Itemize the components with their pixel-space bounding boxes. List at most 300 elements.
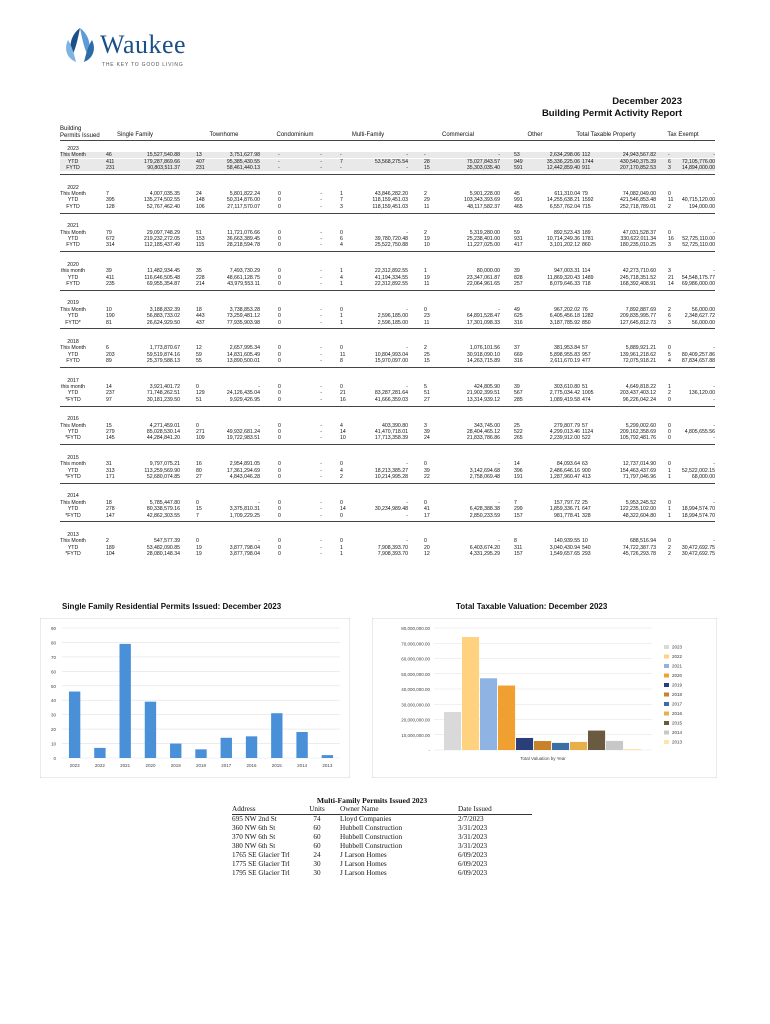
cm-count: 11 [424, 319, 430, 326]
th-value: 4,843,046.28 [229, 474, 260, 480]
sf-count: 15 [106, 422, 112, 429]
th-value: 28,218,594.78 [226, 242, 260, 249]
sf-y-tick: 70 [50, 654, 56, 660]
tt-value: 139,961,218.62 [619, 351, 656, 358]
th-value: 3,751,627.98 [229, 152, 260, 159]
sf-value: 112,185,437.49 [144, 242, 180, 249]
th-count: 35 [196, 268, 202, 275]
te-value: - [713, 229, 715, 236]
co-value: - [320, 203, 322, 210]
sf-count: 89 [106, 358, 112, 365]
year-label: 2015 [67, 454, 79, 461]
mf-value: 39,780,720.48 [374, 236, 408, 242]
year-label: 2023 [67, 146, 79, 152]
row-label: FYTD [66, 242, 80, 249]
ot-count: 39 [514, 268, 520, 275]
ot-count: 8 [514, 538, 517, 545]
te-count: 16 [668, 236, 674, 242]
mf-address: 1765 SE Glacier Trl [232, 851, 290, 859]
mf-owner: Hubbell Construction [340, 833, 403, 841]
te-count: 0 [668, 229, 671, 236]
ot-count: 14 [514, 461, 520, 468]
mf-date: 3/31/2023 [458, 833, 488, 841]
ot-count: 7 [514, 499, 517, 506]
sf-value: 44,284,841.20 [146, 435, 180, 442]
te-value: 68,000.00 [691, 474, 715, 480]
year-label: 2013 [67, 532, 79, 538]
ot-count: 465 [514, 203, 523, 210]
sf-y-tick: 60 [50, 669, 56, 675]
co-value: - [320, 191, 322, 197]
tt-value: 688,516.94 [630, 538, 656, 545]
row-label: This Month [60, 499, 86, 506]
tv-y-tick: - [428, 748, 430, 753]
co-count: 0 [278, 467, 281, 474]
te-value: 87,834,657.88 [681, 358, 715, 365]
tt-value: 74,722,387.73 [622, 544, 656, 551]
cm-count: 28 [424, 158, 430, 165]
co-count: 0 [278, 191, 281, 197]
te-value: 14,894,000.00 [681, 165, 715, 172]
cm-value: - [498, 306, 500, 313]
brand-name: Waukee [100, 30, 187, 59]
te-count: 11 [668, 197, 674, 204]
te-value: - [713, 345, 715, 352]
mf-head-units: Units [309, 805, 325, 813]
sf-value: 71,748,262.51 [146, 390, 180, 397]
row-label: This Month [60, 191, 86, 197]
co-count: 0 [278, 306, 281, 313]
tt-count: 63 [582, 461, 588, 468]
tt-count: 860 [582, 242, 591, 249]
cm-count: 27 [424, 396, 430, 403]
tt-count: 1592 [582, 197, 594, 204]
mf-rows [232, 815, 532, 878]
sf-value: 42,862,303.55 [146, 512, 180, 519]
cm-count: 15 [424, 358, 430, 365]
th-count: 51 [196, 229, 202, 236]
cm-count: 0 [424, 499, 427, 506]
th-value: 58,461,440.13 [226, 165, 260, 172]
co-count: 0 [278, 197, 281, 204]
sf-count: 10 [106, 306, 112, 313]
cm-value: 80,000.00 [476, 268, 500, 275]
th-value: - [258, 499, 260, 506]
col-condominium: Condominium [276, 132, 314, 138]
co-value: - [320, 197, 322, 204]
th-value: 77,935,903.98 [226, 319, 260, 326]
cm-count: 41 [424, 506, 430, 513]
mf-value: - [406, 499, 408, 506]
te-count: 6 [668, 158, 671, 165]
te-count: 3 [668, 268, 671, 275]
mf-count: 4 [340, 274, 343, 281]
ot-value: 12,442,859.40 [546, 165, 580, 172]
mf-count: - [340, 152, 342, 159]
te-value: 18,994,574.70 [681, 512, 715, 519]
mf-address: 380 NW 6th St [232, 842, 276, 850]
ot-value: 1,859,336.71 [549, 506, 580, 513]
co-value: - [320, 429, 322, 435]
te-value: 52,522,002.15 [681, 467, 715, 474]
cm-value: 1,076,101.56 [469, 345, 500, 352]
te-count: 2 [668, 203, 671, 210]
te-count: 21 [668, 274, 674, 281]
ot-value: 2,486,646.16 [549, 467, 580, 474]
tt-value: 5,889,921.21 [625, 345, 656, 352]
ot-count: 25 [514, 422, 520, 429]
mf-date: 2/7/2023 [458, 815, 484, 823]
te-value: - [713, 268, 715, 275]
co-value: - [320, 306, 322, 313]
row-label: This Month [60, 229, 86, 236]
co-count: 0 [278, 384, 281, 390]
sf-count: 231 [106, 165, 115, 172]
th-count: 15 [196, 506, 202, 513]
sf-value: 1,773,870.67 [149, 345, 180, 352]
te-count: 1 [668, 474, 671, 480]
sf-y-tick: 40 [50, 698, 56, 704]
th-count: 12 [196, 345, 202, 352]
tt-value: 421,546,853.48 [619, 197, 656, 204]
cm-count: 19 [424, 274, 430, 281]
co-count: 0 [278, 544, 281, 551]
te-count: 0 [668, 422, 671, 429]
cm-value: - [498, 538, 500, 545]
th-value: 3,375,810.31 [229, 506, 260, 513]
co-value: - [320, 390, 322, 397]
tt-value: 96,226,042.24 [622, 396, 656, 403]
cm-count: 1 [424, 268, 427, 275]
ot-count: 265 [514, 435, 523, 442]
tv-bar [516, 738, 533, 750]
co-count: 0 [278, 422, 281, 429]
th-value: 73,259,481.12 [226, 313, 260, 320]
mf-value: - [406, 306, 408, 313]
th-count: 27 [196, 474, 202, 480]
ot-count: 311 [514, 544, 523, 551]
cm-count: 0 [424, 306, 427, 313]
ot-count: 991 [514, 197, 523, 204]
tv-y-tick: 40,000,000.00 [401, 687, 430, 692]
te-value: 18,994,574.70 [681, 506, 715, 513]
te-count: 3 [668, 165, 671, 172]
cm-count: 25 [424, 351, 430, 358]
cm-value: 4,331,295.29 [469, 551, 500, 558]
sf-value: 11,482,934.45 [147, 268, 180, 275]
mf-value: - [406, 152, 408, 159]
sf-y-tick: 90 [50, 626, 56, 631]
ot-count: 522 [514, 429, 523, 435]
ot-count: 157 [514, 551, 523, 558]
row-label: YTD [67, 506, 79, 513]
te-count: - [668, 152, 670, 159]
sf-y-tick: 30 [50, 712, 56, 718]
co-count: 0 [278, 268, 281, 275]
th-value: - [258, 384, 260, 390]
ot-count: 299 [514, 506, 523, 513]
cm-count: 29 [424, 197, 430, 204]
cm-value: 5,901,228.00 [469, 191, 500, 197]
mf-row [232, 815, 532, 824]
tt-count: 1124 [582, 429, 594, 435]
te-value: 56,000.00 [691, 306, 715, 313]
cm-count: 17 [424, 512, 430, 519]
sf-value: 15,527,540.88 [146, 152, 180, 159]
sf-chart-title: Single Family Residential Permits Issued: December 2023 [62, 602, 282, 611]
mf-count: 2 [340, 474, 343, 480]
mf-owner: Lloyd Companies [340, 815, 392, 823]
mf-value: 22,312,892.55 [374, 268, 408, 275]
tv-legend-label: 2013 [672, 739, 683, 745]
tt-value: 430,540,375.39 [619, 158, 656, 165]
co-count: 0 [278, 474, 281, 480]
co-count: 0 [278, 499, 281, 506]
te-count: 2 [668, 306, 671, 313]
tt-value: 45,726,293.78 [622, 551, 656, 558]
ot-count: 828 [514, 274, 523, 281]
th-value: 3,877,798.04 [229, 544, 260, 551]
sf-count: 203 [106, 351, 115, 358]
co-count: 0 [278, 236, 281, 242]
tt-value: 127,645,812.73 [619, 319, 656, 326]
te-value: 4,805,655.56 [684, 429, 715, 435]
co-value: - [320, 158, 322, 165]
te-value: 52,725,110.00 [682, 242, 715, 249]
mf-address: 360 NW 6th St [232, 824, 276, 832]
sf-bar [296, 732, 307, 758]
tt-value: 48,322,604.80 [622, 512, 656, 519]
tv-legend-swatch [664, 740, 669, 744]
cm-value: 17,301,098.33 [466, 319, 500, 326]
mf-count: 14 [340, 506, 346, 513]
year-separator [60, 406, 715, 407]
tv-y-tick: 80,000,000.00 [401, 626, 430, 631]
heading-line-1: Building [60, 126, 82, 132]
mf-value: 53,568,275.54 [374, 158, 408, 165]
tv-legend-swatch [664, 721, 669, 725]
tv-bar [588, 731, 605, 750]
ot-count: 316 [514, 358, 523, 365]
sf-bar [221, 738, 232, 758]
th-count: 24 [196, 191, 202, 197]
row-label: this month [61, 268, 85, 275]
mf-owner: Hubbell Construction [340, 824, 403, 832]
brand-tagline: THE KEY TO GOOD LIVING [102, 62, 184, 68]
mf-value: 17,713,358.39 [374, 435, 408, 442]
year-separator [60, 444, 715, 445]
sf-value: 25,379,588.13 [146, 358, 180, 365]
te-count: 0 [668, 499, 671, 506]
co-value: - [320, 268, 322, 275]
year-separator [60, 251, 715, 252]
tv-bar [552, 743, 569, 750]
tt-count: 189 [582, 229, 591, 236]
te-count: 14 [668, 281, 674, 287]
sf-value: 3,921,401.72 [149, 384, 180, 390]
mf-value: 403,390.80 [382, 422, 408, 429]
sf-value: 116,646,505.48 [144, 274, 180, 281]
mf-count: 0 [340, 306, 343, 313]
sf-value: 85,028,530.14 [146, 429, 180, 435]
tv-legend-label: 2023 [672, 644, 683, 650]
sf-count: 39 [106, 268, 112, 275]
sf-x-tick: 2016 [246, 763, 257, 768]
th-value: 9,929,426.95 [229, 396, 260, 403]
mf-row [232, 860, 532, 869]
th-count: 443 [196, 313, 205, 320]
ot-value: 1,287,960.47 [549, 474, 580, 480]
th-value: - [258, 538, 260, 545]
te-count: 2 [668, 390, 671, 397]
sf-y-tick: 20 [50, 727, 56, 733]
te-count: 0 [668, 461, 671, 468]
cm-count: 5 [424, 384, 427, 390]
mf-value: 10,214,995.28 [374, 474, 408, 480]
co-count: 0 [278, 229, 281, 236]
tv-bar [570, 742, 587, 750]
tv-legend-swatch [664, 674, 669, 678]
co-value: - [320, 467, 322, 474]
tv-legend-label: 2019 [672, 682, 683, 688]
th-count: 129 [196, 390, 205, 397]
mf-count: 1 [340, 191, 343, 197]
co-value: - [320, 274, 322, 281]
co-count: - [278, 152, 280, 159]
sf-bar [119, 644, 130, 758]
mf-date: 6/09/2023 [458, 860, 488, 868]
ot-value: 2,634,298.06 [549, 152, 580, 159]
cm-value: 2,758,069.48 [469, 474, 500, 480]
mf-owner: Hubbell Construction [340, 842, 403, 850]
row-label: This Month [60, 345, 86, 352]
te-value: - [713, 191, 715, 197]
ot-value: 10,714,249.36 [546, 236, 580, 242]
mf-value: 7,908,393.70 [377, 544, 408, 551]
mf-title: Multi-Family Permits Issued 2023 [316, 796, 428, 805]
th-value: 17,361,294.69 [226, 467, 260, 474]
ot-count: 45 [514, 191, 520, 197]
te-value: 2,348,627.72 [684, 313, 715, 320]
ot-count: 59 [514, 229, 520, 236]
col-tax-exempt: Tax Exempt [667, 132, 699, 138]
sf-y-tick: 0 [53, 756, 56, 761]
tv-legend-label: 2020 [672, 673, 683, 678]
sf-bar [94, 748, 105, 758]
co-count: - [278, 165, 280, 172]
ot-value: 4,299,013.46 [549, 429, 580, 435]
sf-count: 6 [106, 345, 109, 352]
mf-value: 2,596,185.00 [377, 319, 408, 326]
sf-bar [69, 692, 80, 758]
th-value: 43,979,553.11 [227, 281, 260, 287]
tv-y-tick: 60,000,000.00 [401, 656, 430, 662]
mf-count: 1 [340, 319, 343, 326]
sf-bar [195, 749, 206, 758]
mf-value: 41,470,718.01 [374, 429, 408, 435]
sf-y-tick: 50 [50, 683, 56, 689]
cm-count: 3 [424, 422, 427, 429]
sf-x-tick: 2021 [120, 763, 131, 768]
te-value: 69,986,000.00 [681, 281, 715, 287]
ot-count: 625 [514, 313, 523, 320]
th-count: 148 [196, 197, 205, 204]
sf-value: 5,785,447.80 [149, 499, 180, 506]
te-value: 30,472,692.75 [681, 551, 715, 558]
tv-bar [462, 637, 479, 750]
mf-count: 16 [340, 396, 346, 403]
tt-value: 5,299,002.60 [625, 422, 656, 429]
mf-value: - [406, 461, 408, 468]
sf-value: 26,624,929.50 [146, 319, 180, 326]
row-label: FYTD* [65, 319, 81, 326]
th-value: 2,657,995.34 [229, 345, 260, 352]
mf-row [232, 824, 532, 833]
mf-count: 1 [340, 544, 343, 551]
col-townhome: Townhome [209, 132, 239, 138]
th-count: 109 [196, 435, 205, 442]
tv-y-tick: 20,000,000.00 [401, 717, 430, 723]
co-value: - [320, 242, 322, 249]
tt-count: 715 [582, 203, 591, 210]
co-value: - [320, 165, 322, 172]
tt-value: 180,235,010.25 [619, 242, 656, 249]
te-value: 40,715,120.00 [681, 197, 715, 204]
cm-count: 12 [424, 551, 430, 558]
mf-row [232, 851, 532, 860]
th-count: 51 [196, 396, 202, 403]
tv-bar [534, 741, 551, 750]
tv-legend-swatch [664, 664, 669, 668]
mf-count: 0 [340, 512, 343, 519]
cm-value: - [498, 461, 500, 468]
sf-x-tick: 2015 [271, 763, 282, 768]
row-label: *FYTD [65, 512, 81, 519]
th-value: 5,801,822.24 [229, 191, 260, 197]
cm-count: 10 [424, 242, 430, 249]
mf-count: 0 [340, 384, 343, 390]
tt-count: 850 [582, 319, 591, 326]
row-label: YTD [67, 274, 79, 281]
tt-count: 522 [582, 435, 591, 442]
cm-count: 24 [424, 435, 430, 442]
tt-count: 328 [582, 512, 591, 519]
mf-value: 7,908,393.70 [377, 551, 408, 558]
sf-value: 4,007,035.35 [149, 191, 180, 197]
sf-permits-chart [40, 618, 350, 778]
sf-count: 14 [106, 384, 112, 390]
te-count: 3 [668, 242, 671, 249]
cm-value: 22,064,961.65 [466, 281, 500, 287]
sf-count: 190 [106, 313, 115, 320]
co-value: - [320, 313, 322, 320]
permit-activity-table [60, 126, 715, 558]
tt-value: 252,718,789.01 [619, 203, 656, 210]
mf-count: 1 [340, 268, 343, 275]
mf-owner: J Larson Homes [340, 869, 387, 877]
report-period: December 2023 [612, 96, 682, 107]
th-count: 13 [196, 152, 202, 159]
co-count: 0 [278, 319, 281, 326]
mf-address: 1775 SE Glacier Trl [232, 860, 290, 868]
heading-line-2: Permits Issued [60, 133, 100, 139]
mf-value: 30,234,989.48 [374, 506, 408, 513]
year-label: 2016 [67, 416, 79, 423]
ot-count: 37 [514, 345, 520, 352]
report-title: Building Permit Activity Report [541, 108, 682, 119]
th-count: 7 [196, 512, 199, 519]
ot-value: 3,187,785.92 [549, 319, 580, 326]
